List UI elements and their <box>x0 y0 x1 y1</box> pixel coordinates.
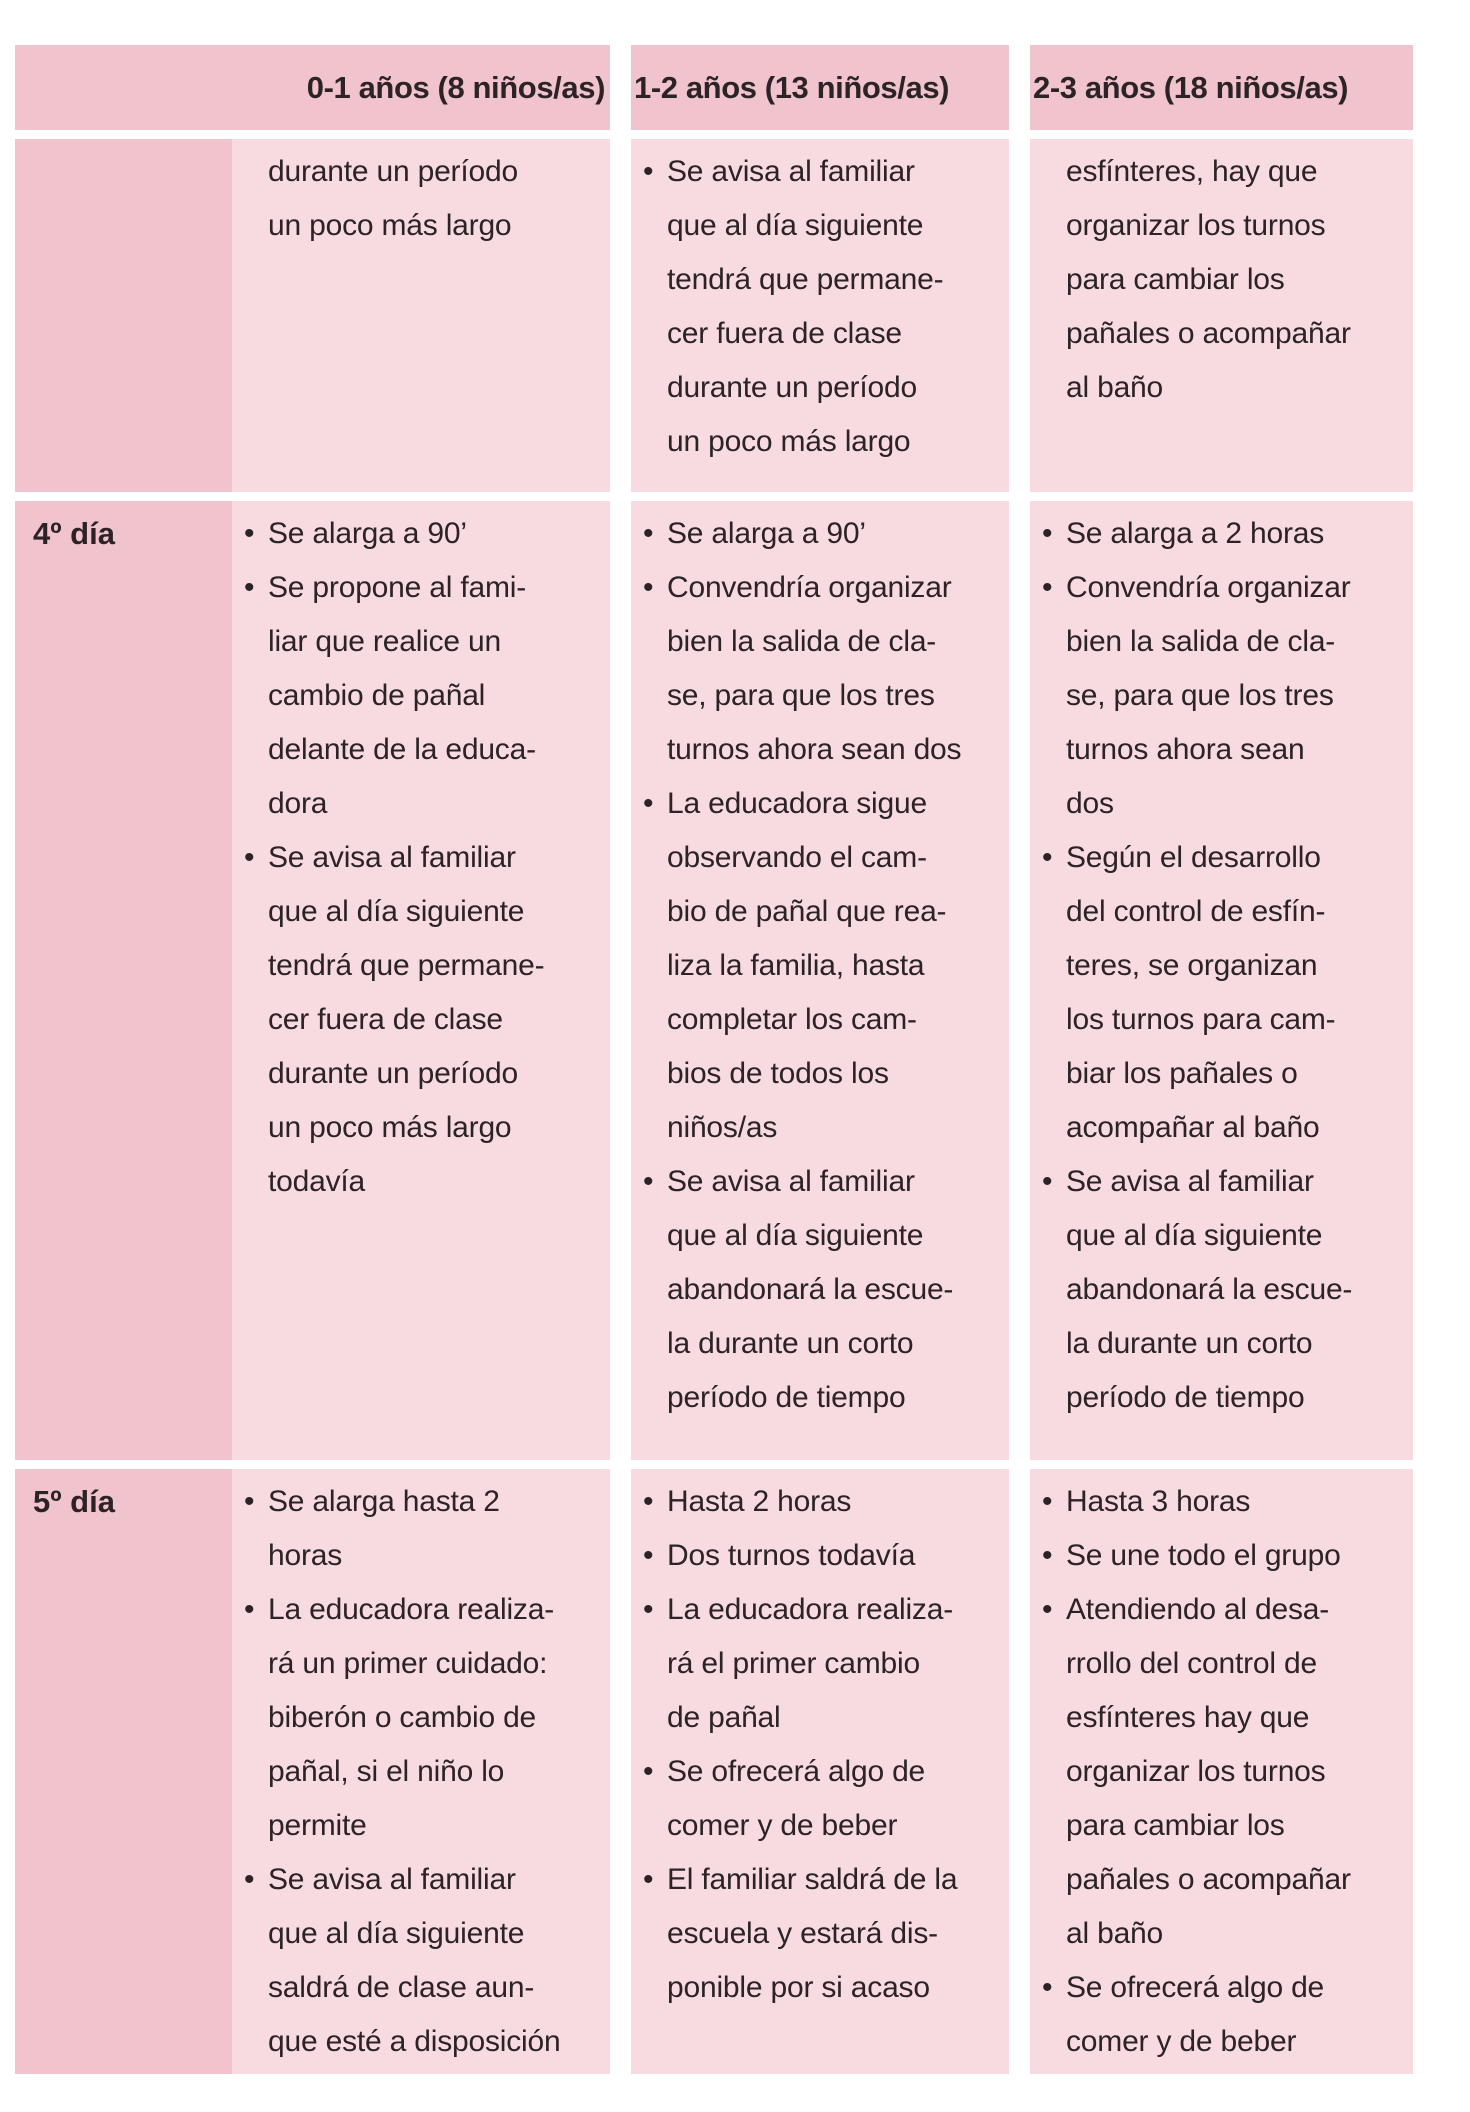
bullet-list-item <box>1030 1583 1413 1961</box>
row-label-5-dia: 5º día <box>15 1469 232 2074</box>
item-text: Convendría organizar bien la salida de cla- se, para que los tres turnos ahora sean dos <box>1066 571 1351 820</box>
item-text: Dos turnos todavía <box>667 1539 916 1572</box>
bullet-icon: • <box>1042 1593 1053 1626</box>
item-text: Se une todo el grupo <box>1066 1539 1341 1572</box>
bullet-icon: • <box>643 1165 654 1198</box>
bullet-icon: • <box>643 1485 654 1518</box>
bullet-icon: • <box>1042 571 1053 604</box>
item-text: Se ofrecerá algo de comer y de beber <box>1066 1971 1325 2058</box>
bullet-list-item <box>631 1583 1009 1745</box>
column-header-0-1-anos: 0-1 años (8 niños/as) <box>15 45 610 130</box>
bullet-icon: • <box>244 1485 255 1518</box>
bullet-icon: • <box>1042 1539 1053 1572</box>
bullet-icon: • <box>1042 1165 1053 1198</box>
bullet-list-item <box>631 145 1009 469</box>
cell-2-3-anos <box>1030 501 1413 1460</box>
item-text: durante un período un poco más largo <box>268 155 518 242</box>
cell-2-3-anos <box>1030 139 1413 492</box>
bullet-list-item <box>631 1853 1009 2015</box>
bullet-list-item <box>1030 1475 1413 1529</box>
cell-1-2-anos <box>631 139 1009 492</box>
item-text: Se avisa al familiar que al día siguiente tendrá que permane- cer fuera de clase durante un período un poco más largo <box>667 155 944 458</box>
bullet-icon: • <box>643 1593 654 1626</box>
item-text: Se propone al fami- liar que realice un cambio de pañal delante de la educa- dora <box>268 571 536 820</box>
item-text: Se alarga hasta 2 horas <box>268 1485 500 1572</box>
cell-1-2-anos <box>631 1469 1009 2074</box>
bullet-list-item <box>1030 831 1413 1155</box>
adaptation-schedule-table <box>15 45 1413 2074</box>
bullet-list-item <box>631 1745 1009 1853</box>
bullet-list-item <box>631 561 1009 777</box>
bullet-icon: • <box>244 841 255 874</box>
item-text: Convendría organizar bien la salida de cla- se, para que los tres turnos ahora sean dos <box>667 571 962 766</box>
column-header-2-3-anos: 2-3 años (18 niños/as) <box>1030 45 1413 130</box>
cell-0-1-anos <box>232 1469 610 2074</box>
cell-0-1-anos <box>232 501 610 1460</box>
item-text: Atendiendo al desa- rrollo del control de esfínteres hay que organizar los turnos para cambiar los pañales o acompañar al baño <box>1066 1593 1351 1950</box>
table-header-row <box>15 45 1413 130</box>
bullet-list-item <box>232 561 610 831</box>
bullet-icon: • <box>643 517 654 550</box>
item-text: esfínteres, hay que organizar los turnos para cambiar los pañales o acompañar al baño <box>1066 155 1351 404</box>
bullet-list-item <box>232 1583 610 1853</box>
table-row-4-dia <box>15 501 1413 1460</box>
bullet-icon: • <box>1042 517 1053 550</box>
bullet-list-item <box>631 1155 1009 1425</box>
bullet-list-item <box>1030 1155 1413 1425</box>
cell-group-label-col1 <box>15 139 610 492</box>
bullet-list-item <box>631 777 1009 1155</box>
bullet-icon: • <box>1042 841 1053 874</box>
item-text: La educadora realiza- rá un primer cuidado: biberón o cambio de pañal, si el niño lo permite <box>268 1593 554 1842</box>
bullet-list-item <box>1030 1529 1413 1583</box>
bullet-list-item <box>631 507 1009 561</box>
item-text: Hasta 3 horas <box>1066 1485 1251 1518</box>
bullet-icon: • <box>1042 1485 1053 1518</box>
bullet-list-item <box>1030 1961 1413 2069</box>
bullet-icon: • <box>643 1863 654 1896</box>
item-text: Se avisa al familiar que al día siguiente tendrá que permane- cer fuera de clase durante un período un poco más largo todavía <box>268 841 545 1198</box>
bullet-list-item <box>631 1475 1009 1529</box>
table-row-continuation <box>15 139 1413 492</box>
bullet-icon: • <box>643 155 654 188</box>
bullet-list-item <box>232 507 610 561</box>
table-row-5-dia <box>15 1469 1413 2074</box>
item-text: La educadora realiza- rá el primer cambio de pañal <box>667 1593 953 1734</box>
cell-2-3-anos <box>1030 1469 1413 2074</box>
item-text: Se avisa al familiar que al día siguiente saldrá de clase aun- que esté a disposición <box>268 1863 561 2058</box>
bullet-list-item <box>232 1853 610 2069</box>
item-text: La educadora sigue observando el cam- bio de pañal que rea- liza la familia, hasta completar los cam- bios de todos los niños/as <box>667 787 947 1144</box>
bullet-list-item <box>1030 561 1413 831</box>
column-header-1-2-anos: 1-2 años (13 niños/as) <box>631 45 1009 130</box>
bullet-icon: • <box>244 1863 255 1896</box>
cell-group-label-col1 <box>15 501 610 1460</box>
bullet-icon: • <box>244 571 255 604</box>
cell-0-1-anos <box>232 139 610 492</box>
bullet-icon: • <box>1042 1971 1053 2004</box>
item-text: Se avisa al familiar que al día siguiente abandonará la escue- la durante un corto período de tiempo <box>1066 1165 1353 1414</box>
item-text: Hasta 2 horas <box>667 1485 852 1518</box>
item-text: Se ofrecerá algo de comer y de beber <box>667 1755 926 1842</box>
bullet-icon: • <box>244 517 255 550</box>
row-label-4-dia: 4º día <box>15 501 232 1460</box>
continuation-text-item <box>1030 145 1413 415</box>
bullet-list-item <box>232 1475 610 1583</box>
continuation-text-item <box>232 145 610 253</box>
row-label-empty <box>15 139 232 492</box>
item-text: El familiar saldrá de la escuela y estará dis- ponible por si acaso <box>667 1863 958 2004</box>
bullet-icon: • <box>643 1539 654 1572</box>
cell-group-label-col1 <box>15 1469 610 2074</box>
bullet-list-item <box>631 1529 1009 1583</box>
item-text: Se alarga a 2 horas <box>1066 517 1325 550</box>
bullet-list-item <box>232 831 610 1209</box>
item-text: Se avisa al familiar que al día siguiente abandonará la escue- la durante un corto período de tiempo <box>667 1165 954 1414</box>
bullet-icon: • <box>244 1593 255 1626</box>
item-text: Se alarga a 90’ <box>268 517 467 550</box>
item-text: Según el desarrollo del control de esfín- teres, se organizan los turnos para cam- biar los pañales o acompañar al baño <box>1066 841 1336 1144</box>
bullet-icon: • <box>643 787 654 820</box>
item-text: Se alarga a 90’ <box>667 517 866 550</box>
cell-1-2-anos <box>631 501 1009 1460</box>
bullet-list-item <box>1030 507 1413 561</box>
bullet-icon: • <box>643 1755 654 1788</box>
bullet-icon: • <box>643 571 654 604</box>
